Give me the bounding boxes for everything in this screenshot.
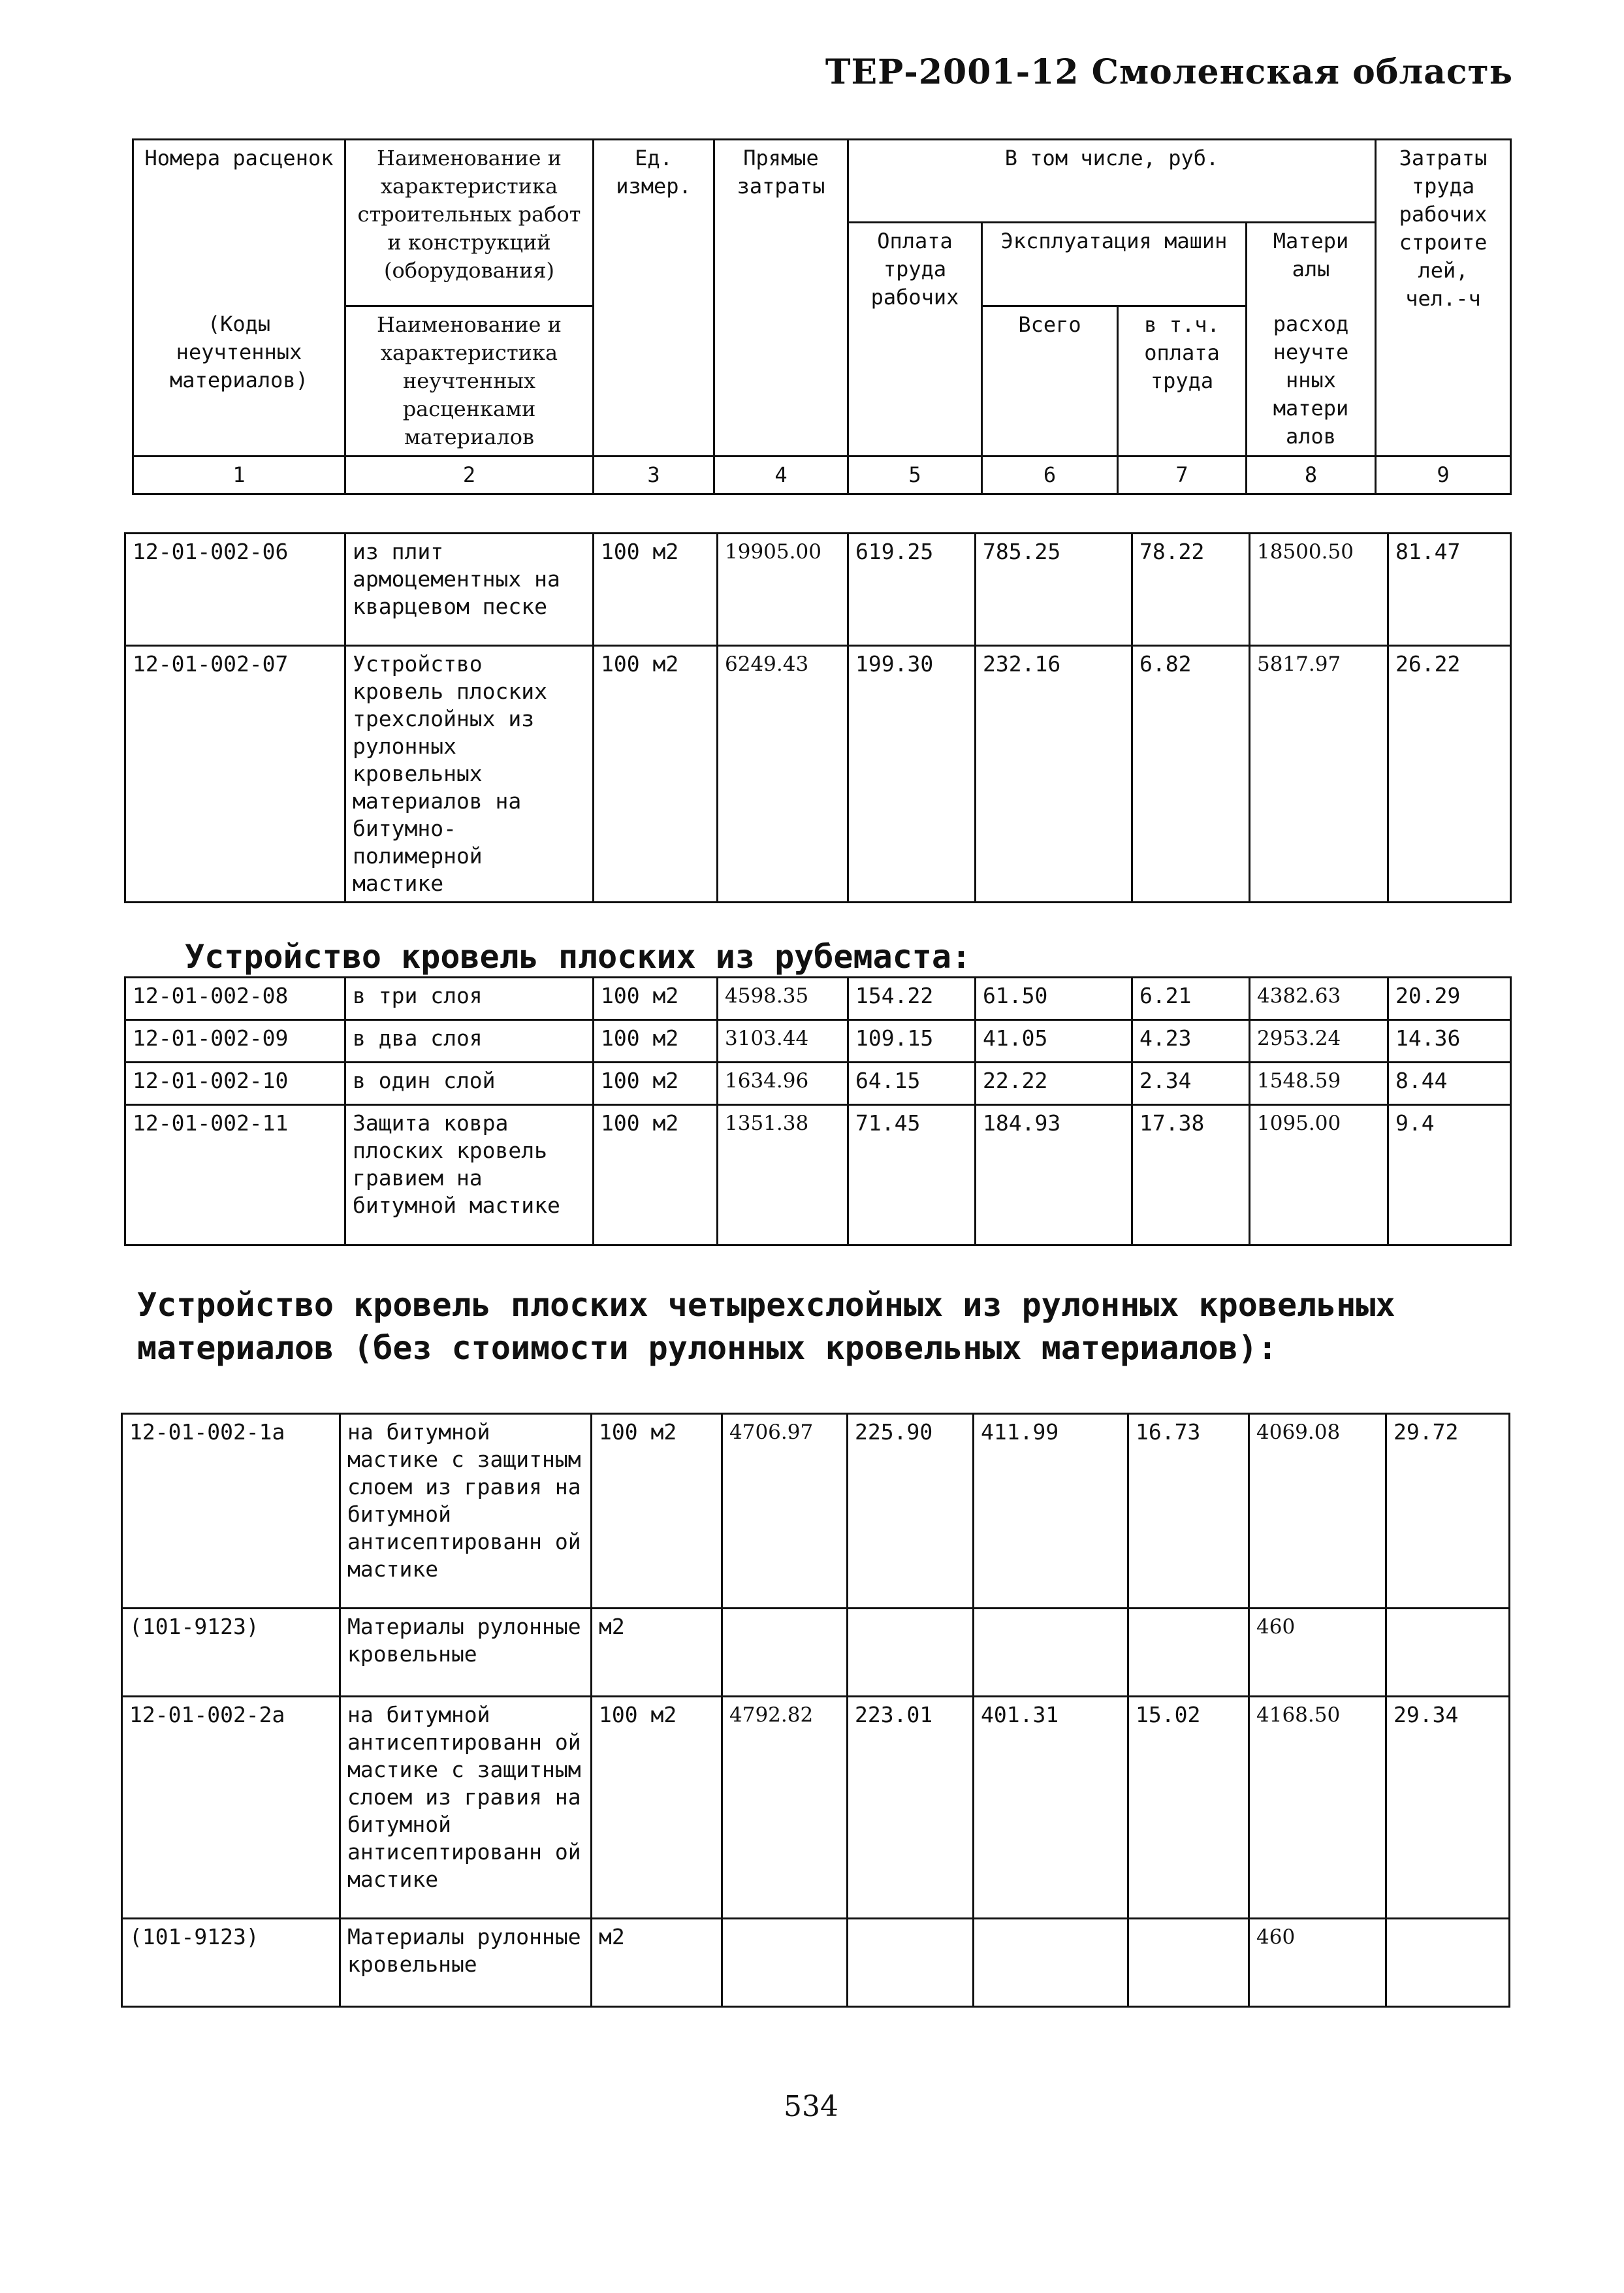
rate-name: на битумной антисептированн ой мастике с защитным слоем из гравия на битумной антисептированн ой мастике (340, 1697, 592, 1919)
rate-code: 12-01-002-06 (125, 534, 345, 646)
rate-hours: 26.22 (1388, 646, 1511, 903)
column-header-table (132, 138, 1512, 495)
rate-materials: 1548.59 (1250, 1063, 1388, 1105)
header-machine-total: Всего (982, 306, 1118, 457)
rate-labor: 154.22 (848, 978, 976, 1020)
rate-code: 12-01-002-10 (125, 1063, 345, 1105)
rate-machines: 411.99 (974, 1414, 1128, 1609)
header-col-number: 2 (345, 457, 594, 494)
rate-hours: 29.34 (1386, 1697, 1510, 1919)
rate-machines: 61.50 (976, 978, 1132, 1020)
rate-machine-labor: 6.21 (1132, 978, 1250, 1020)
header-direct-costs: Прямые затраты (714, 140, 848, 457)
rate-machines: 184.93 (976, 1105, 1132, 1245)
rate-direct: 4598.35 (718, 978, 848, 1020)
header-labor-pay: Оплата труда рабочих (848, 223, 982, 457)
rate-labor: 225.90 (848, 1414, 974, 1609)
header-rate-numbers: Номера расценок (133, 140, 345, 223)
rate-materials: 2953.24 (1250, 1020, 1388, 1063)
header-col-number: 3 (594, 457, 714, 494)
empty-cell (722, 1919, 848, 2007)
rate-unit: 100 м2 (594, 978, 718, 1020)
rate-code: 12-01-002-07 (125, 646, 345, 903)
empty-cell (848, 1609, 974, 1697)
header-col-number: 6 (982, 457, 1118, 494)
rate-machine-labor: 6.82 (1132, 646, 1250, 903)
rate-machines: 401.31 (974, 1697, 1128, 1919)
rate-name: в два слоя (345, 1020, 594, 1063)
rate-machines: 22.22 (976, 1063, 1132, 1105)
rate-hours: 81.47 (1388, 534, 1511, 646)
header-blank (133, 223, 345, 306)
rate-name: из плит армоцементных на кварцевом песке (345, 534, 594, 646)
rate-direct: 4706.97 (722, 1414, 848, 1609)
header-labor-hours: Затраты труда рабочих строите лей, чел.-ч (1376, 140, 1511, 457)
header-unit: Ед. измер. (594, 140, 714, 457)
rate-labor: 71.45 (848, 1105, 976, 1245)
header-col-number: 1 (133, 457, 345, 494)
document-header-title: ТЕР-2001-12 Смоленская область (825, 52, 1513, 92)
rate-machines: 785.25 (976, 534, 1132, 646)
empty-cell (1386, 1609, 1510, 1697)
rate-code: 12-01-002-2а (122, 1697, 340, 1919)
rate-hours: 29.72 (1386, 1414, 1510, 1609)
rate-unit: 100 м2 (594, 646, 718, 903)
rate-machines: 41.05 (976, 1020, 1132, 1063)
rate-unit: 100 м2 (592, 1414, 722, 1609)
material-unit: м2 (592, 1609, 722, 1697)
rate-hours: 8.44 (1388, 1063, 1511, 1105)
rate-hours: 20.29 (1388, 978, 1511, 1020)
rate-unit: 100 м2 (594, 1020, 718, 1063)
rate-unit: 100 м2 (594, 1105, 718, 1245)
rate-unit: 100 м2 (592, 1697, 722, 1919)
header-material-consumption: расход неучте нных матери алов (1247, 306, 1376, 457)
rate-unit: 100 м2 (594, 1063, 718, 1105)
header-machine-operation: Эксплуатация машин (982, 223, 1247, 306)
rate-labor: 199.30 (848, 646, 976, 903)
header-material-name: Наименование и характеристика неучтенных расценками материалов (345, 306, 594, 457)
header-including: В том числе, руб. (848, 140, 1376, 223)
rate-materials: 5817.97 (1250, 646, 1388, 903)
rates-table-block2 (124, 976, 1512, 1246)
empty-cell (974, 1919, 1128, 2007)
rate-labor: 223.01 (848, 1697, 974, 1919)
rate-machine-labor: 16.73 (1128, 1414, 1249, 1609)
rate-machine-labor: 2.34 (1132, 1063, 1250, 1105)
material-code: (101-9123) (122, 1609, 340, 1697)
rate-machines: 232.16 (976, 646, 1132, 903)
rate-code: 12-01-002-11 (125, 1105, 345, 1245)
header-col-number: 7 (1118, 457, 1247, 494)
material-name: Материалы рулонные кровельные (340, 1609, 592, 1697)
page-number: 534 (784, 2090, 838, 2123)
header-col-number: 4 (714, 457, 848, 494)
empty-cell (1128, 1919, 1249, 2007)
rate-materials: 4168.50 (1249, 1697, 1386, 1919)
rate-labor: 619.25 (848, 534, 976, 646)
rate-code: 12-01-002-08 (125, 978, 345, 1020)
header-machine-labor: в т.ч. оплата труда (1118, 306, 1247, 457)
rate-name: в три слоя (345, 978, 594, 1020)
rate-hours: 14.36 (1388, 1020, 1511, 1063)
rate-name: Устройство кровель плоских трехслойных из рулонных кровельных материалов на битумно-полимерной мастике (345, 646, 594, 903)
material-consumption: 460 (1249, 1919, 1386, 2007)
rate-direct: 1351.38 (718, 1105, 848, 1245)
header-work-name: Наименование и характеристика строительных работ и конструкций (оборудования) (345, 140, 594, 306)
rate-machine-labor: 15.02 (1128, 1697, 1249, 1919)
rates-table-block1 (124, 532, 1512, 903)
rate-code: 12-01-002-1а (122, 1414, 340, 1609)
rate-name: Защита ковра плоских кровель гравием на битумной мастике (345, 1105, 594, 1245)
header-col-number: 8 (1247, 457, 1376, 494)
rate-materials: 4069.08 (1249, 1414, 1386, 1609)
rate-direct: 3103.44 (718, 1020, 848, 1063)
section-title: Устройство кровель плоских четырехслойных из рулонных кровельных материалов (без стоимости рулонных кровельных материалов): (137, 1286, 1395, 1367)
rate-hours: 9.4 (1388, 1105, 1511, 1245)
empty-cell (848, 1919, 974, 2007)
rate-unit: 100 м2 (594, 534, 718, 646)
rate-materials: 18500.50 (1250, 534, 1388, 646)
rate-code: 12-01-002-09 (125, 1020, 345, 1063)
material-consumption: 460 (1249, 1609, 1386, 1697)
header-material-codes: (Коды неучтенных материалов) (133, 306, 345, 457)
rate-machine-labor: 78.22 (1132, 534, 1250, 646)
empty-cell (722, 1609, 848, 1697)
rate-direct: 1634.96 (718, 1063, 848, 1105)
rate-direct: 19905.00 (718, 534, 848, 646)
rate-machine-labor: 17.38 (1132, 1105, 1250, 1245)
material-name: Материалы рулонные кровельные (340, 1919, 592, 2007)
rate-direct: 6249.43 (718, 646, 848, 903)
rate-name: в один слой (345, 1063, 594, 1105)
rates-table-block3 (121, 1413, 1510, 2008)
rate-labor: 109.15 (848, 1020, 976, 1063)
rate-materials: 4382.63 (1250, 978, 1388, 1020)
section-title: Устройство кровель плоских из рубемаста: (185, 938, 972, 976)
empty-cell (974, 1609, 1128, 1697)
material-unit: м2 (592, 1919, 722, 2007)
header-col-number: 9 (1376, 457, 1511, 494)
rate-materials: 1095.00 (1250, 1105, 1388, 1245)
rate-name: на битумной мастике с защитным слоем из гравия на битумной антисептированн ой мастике (340, 1414, 592, 1609)
rate-direct: 4792.82 (722, 1697, 848, 1919)
rate-labor: 64.15 (848, 1063, 976, 1105)
rate-machine-labor: 4.23 (1132, 1020, 1250, 1063)
header-col-number: 5 (848, 457, 982, 494)
empty-cell (1128, 1609, 1249, 1697)
material-code: (101-9123) (122, 1919, 340, 2007)
empty-cell (1386, 1919, 1510, 2007)
header-materials: Матери алы (1247, 223, 1376, 306)
